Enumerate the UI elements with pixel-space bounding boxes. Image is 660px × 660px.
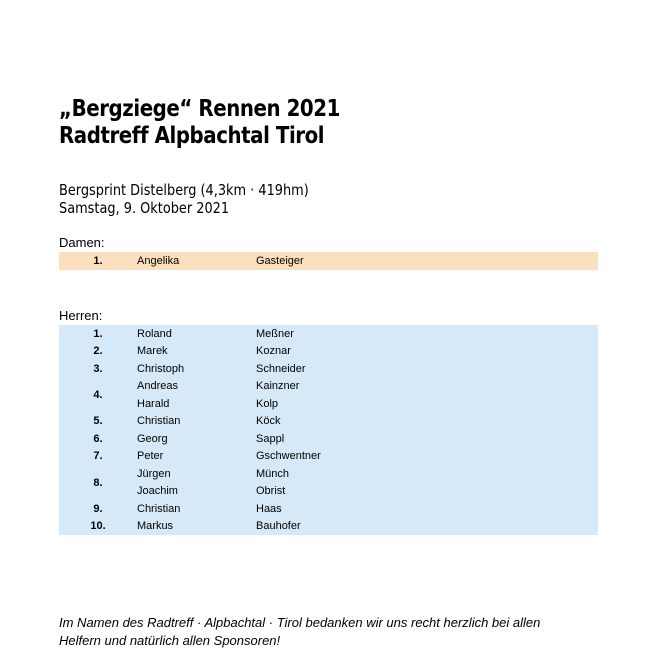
page-title <box>59 96 340 150</box>
rank-cell: 10. <box>59 518 137 536</box>
rank-cell: 1. <box>59 325 137 343</box>
last-name-cell: Köck <box>256 413 598 431</box>
table-row <box>59 360 598 378</box>
first-name-cell: Christian <box>137 500 256 518</box>
last-name-cell: Meßner <box>256 325 598 343</box>
rank-cell: 5. <box>59 413 137 431</box>
men-results-table <box>59 325 598 535</box>
rank-cell: 2. <box>59 343 137 361</box>
thank-you-note <box>59 614 540 650</box>
table-row <box>59 448 598 466</box>
rank-cell: 1. <box>59 252 137 270</box>
first-name-cell: Christian <box>137 413 256 431</box>
first-name-cell: Georg <box>137 430 256 448</box>
first-name-cell: Joachim <box>137 483 256 501</box>
table-row <box>59 500 598 518</box>
last-name-cell: Kainzner <box>256 378 598 396</box>
table-row <box>59 465 598 483</box>
title-line-1: „Bergziege“ Rennen 2021 <box>59 96 340 122</box>
rank-cell: 6. <box>59 430 137 448</box>
event-name: Bergsprint Distelberg (4,3km · 419hm) <box>59 181 309 199</box>
women-results-table <box>59 252 598 270</box>
first-name-cell: Marek <box>137 343 256 361</box>
first-name-cell: Peter <box>137 448 256 466</box>
last-name-cell: Sappl <box>256 430 598 448</box>
table-row <box>59 413 598 431</box>
last-name-cell: Haas <box>256 500 598 518</box>
last-name-cell: Gasteiger <box>256 252 598 270</box>
last-name-cell: Bauhofer <box>256 518 598 536</box>
first-name-cell: Christoph <box>137 360 256 378</box>
rank-cell: 9. <box>59 500 137 518</box>
thank-you-line-2: Helfern und natürlich allen Sponsoren! <box>59 633 281 648</box>
table-row <box>59 378 598 396</box>
last-name-cell: Schneider <box>256 360 598 378</box>
last-name-cell: Münch <box>256 465 598 483</box>
first-name-cell: Markus <box>137 518 256 536</box>
table-row <box>59 430 598 448</box>
rank-cell: 7. <box>59 448 137 466</box>
table-row <box>59 518 598 536</box>
first-name-cell: Roland <box>137 325 256 343</box>
men-section-label: Herren: <box>59 308 103 323</box>
table-row <box>59 483 598 501</box>
table-row <box>59 252 598 270</box>
table-row <box>59 343 598 361</box>
table-row <box>59 325 598 343</box>
title-line-2: Radtreff Alpbachtal Tirol <box>59 123 325 149</box>
event-date: Samstag, 9. Oktober 2021 <box>59 199 230 217</box>
rank-cell: 3. <box>59 360 137 378</box>
last-name-cell: Obrist <box>256 483 598 501</box>
first-name-cell: Jürgen <box>137 465 256 483</box>
thank-you-line-1: Im Namen des Radtreff · Alpbachtal · Tirol bedanken wir uns recht herzlich bei allen <box>59 615 541 630</box>
last-name-cell: Koznar <box>256 343 598 361</box>
rank-cell: 4. <box>59 378 137 413</box>
first-name-cell: Andreas <box>137 378 256 396</box>
last-name-cell: Gschwentner <box>256 448 598 466</box>
women-section-label: Damen: <box>59 235 105 250</box>
last-name-cell: Kolp <box>256 395 598 413</box>
first-name-cell: Harald <box>137 395 256 413</box>
table-row <box>59 395 598 413</box>
rank-cell: 8. <box>59 465 137 500</box>
event-subtitle <box>59 181 309 217</box>
first-name-cell: Angelika <box>137 252 256 270</box>
